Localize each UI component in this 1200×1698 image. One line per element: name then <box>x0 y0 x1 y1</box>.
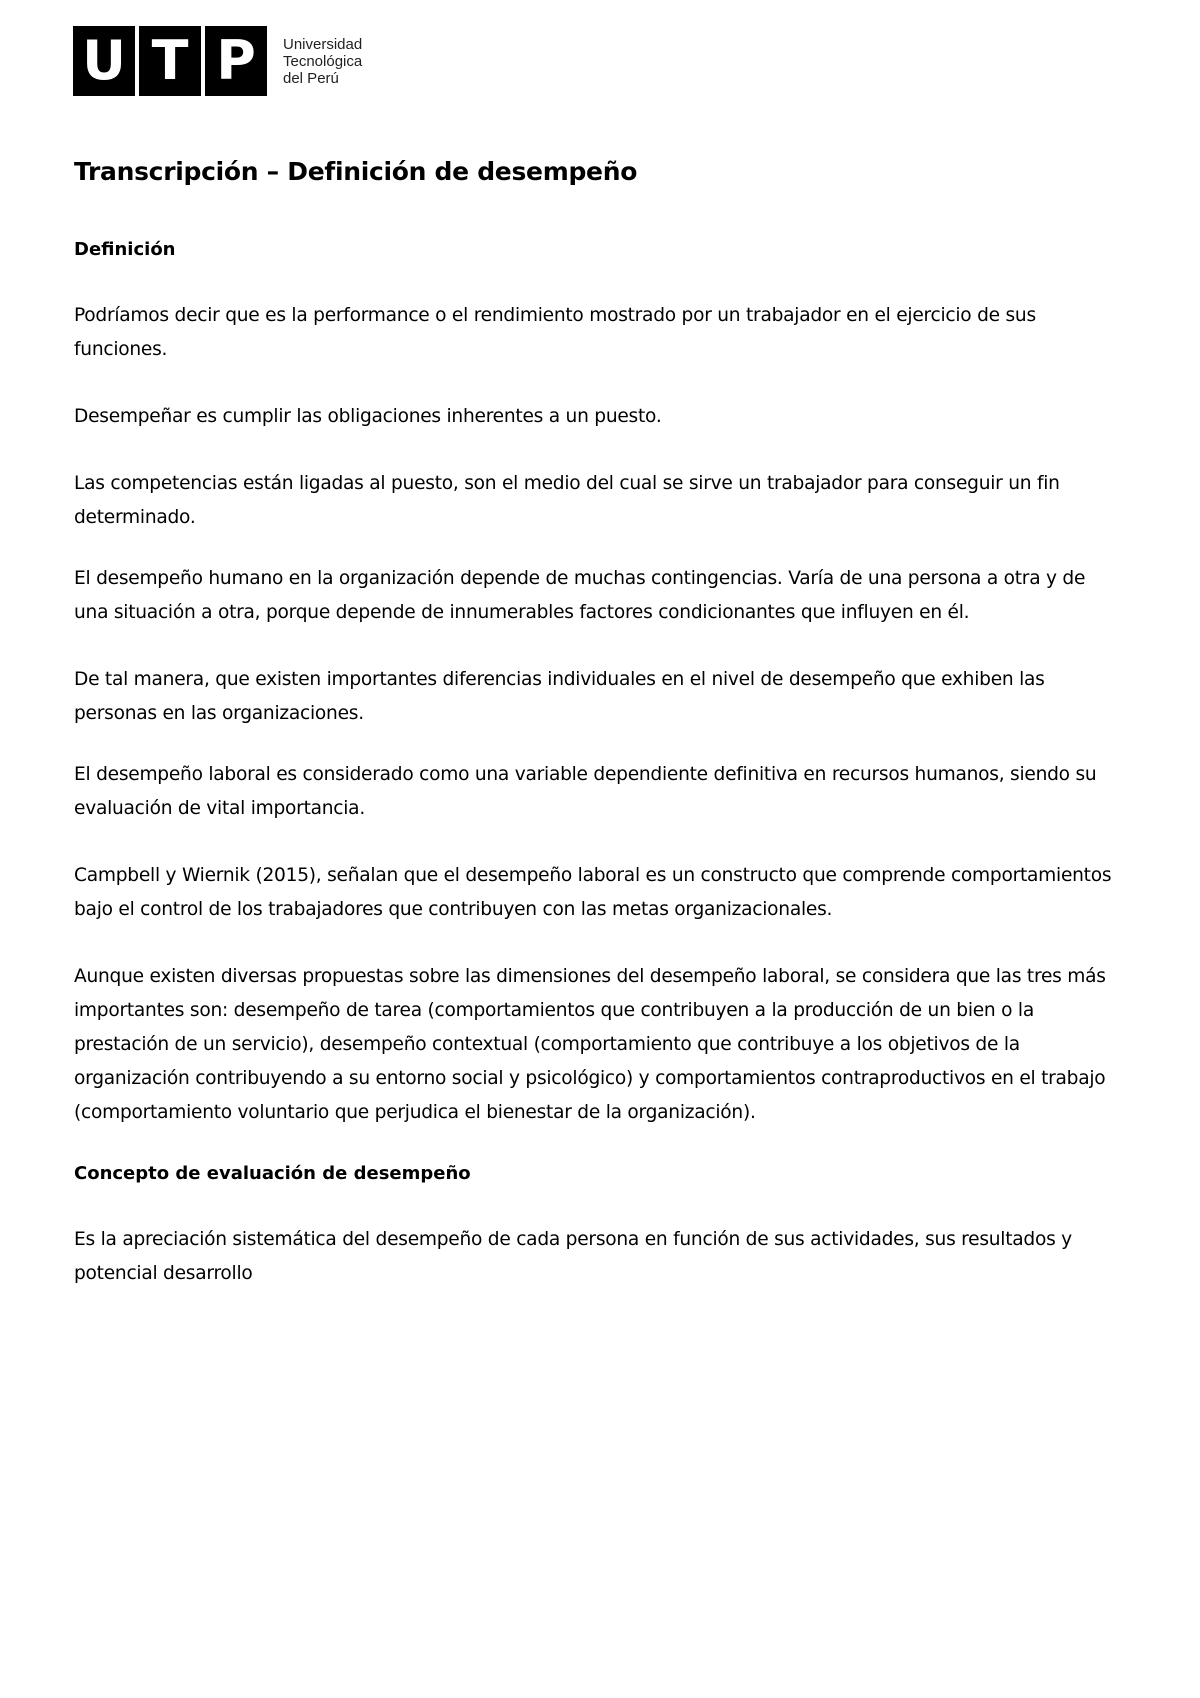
utp-logo <box>73 26 362 96</box>
section-heading-concepto: Concepto de evaluación de desempeño <box>74 1163 471 1184</box>
paragraph: Es la apreciación sistemática del desempeño de cada persona en función de sus actividades, sus resultados y potencial desarrollo <box>74 1229 1072 1284</box>
paragraph: El desempeño humano en la organización depende de muchas contingencias. Varía de una persona a otra y de una situación a otra, porque depende de innumerables factores condicionantes que influyen en él. <box>74 568 1086 623</box>
paragraph: Campbell y Wiernik (2015), señalan que el desempeño laboral es un constructo que comprende comportamientos bajo el control de los trabajadores que contribuyen con las metas organizacionales. <box>74 865 1112 920</box>
logo-line-1: Universidad <box>283 35 363 53</box>
paragraph: De tal manera, que existen importantes diferencias individuales en el nivel de desempeño que exhiben las personas en las organizaciones. <box>74 669 1045 724</box>
document-title: Transcripción – Definición de desempeño <box>74 157 638 186</box>
section-heading-definicion: Definición <box>74 239 176 260</box>
paragraph: Las competencias están ligadas al puesto, son el medio del cual se sirve un trabajador para conseguir un fin determinado. <box>74 473 1060 528</box>
logo-line-2: Tecnológica <box>283 52 363 70</box>
logo-letter-blocks <box>73 26 267 96</box>
logo-letter-p: P <box>205 26 267 96</box>
paragraph: Aunque existen diversas propuestas sobre las dimensiones del desempeño laboral, se considera que las tres más importantes son: desempeño de tarea (comportamientos que contribuyen a la producción de un bien o la prestación de un servicio), desempeño contextual (comportamiento que contribuye a los objetivos de la organización contribuyendo a su entorno social y psicológico) y comportamientos contraproductivos en el trabajo (comportamiento voluntario que perjudica el bienestar de la organización). <box>74 966 1106 1123</box>
paragraph: Podríamos decir que es la performance o el rendimiento mostrado por un trabajador en el ejercicio de sus funciones. <box>74 305 1036 360</box>
logo-letter-u: U <box>73 26 135 96</box>
logo-letter-t: T <box>139 26 201 96</box>
paragraph: Desempeñar es cumplir las obligaciones inherentes a un puesto. <box>74 406 662 427</box>
document-body <box>74 155 1124 1324</box>
logo-line-3: del Perú <box>283 69 339 87</box>
paragraph: El desempeño laboral es considerado como una variable dependiente definitiva en recursos humanos, siendo su evaluación de vital importancia. <box>74 764 1097 819</box>
logo-university-name <box>283 36 362 87</box>
